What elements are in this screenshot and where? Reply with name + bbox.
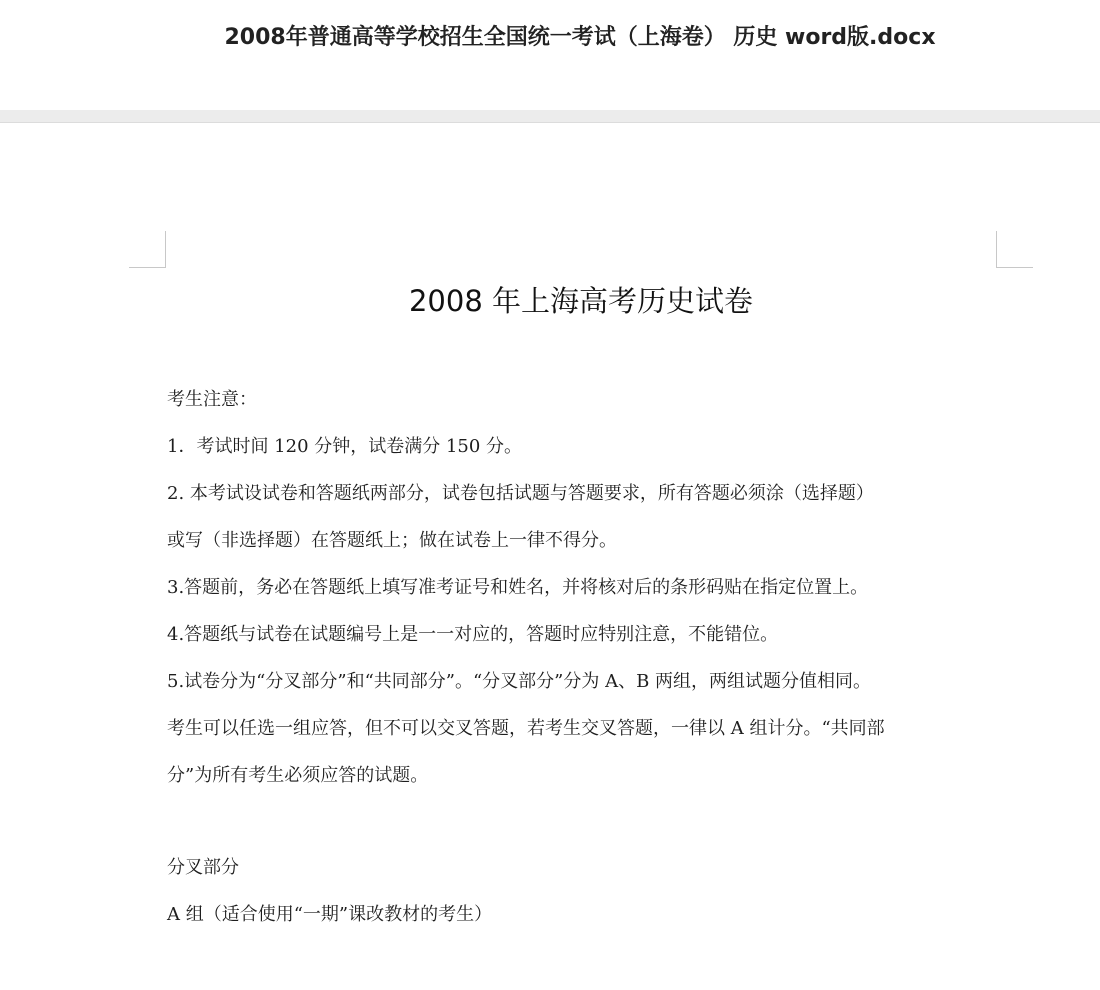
notice-line-7: 考生可以任选一组应答，但不可以交叉答题，若考生交叉答题，一律以 A 组计分。“共同部 — [167, 718, 885, 739]
notice-heading: 考生注意： — [167, 389, 257, 410]
group-a-heading: A 组（适合使用“一期”课改教材的考生） — [167, 904, 493, 925]
notice-line-1: 1．考试时间 120 分钟，试卷满分 150 分。 — [167, 436, 523, 457]
document-body — [167, 376, 1027, 938]
notice-line-5: 4.答题纸与试卷在试题编号上是一一对应的，答题时应特别注意，不能错位。 — [167, 624, 779, 645]
crop-mark-top-right — [996, 231, 1033, 268]
document-filename: 2008年普通高等学校招生全国统一考试（上海卷） 历史 word版.docx — [224, 25, 936, 50]
document-page — [0, 123, 1100, 990]
title-bar — [0, 0, 1100, 110]
notice-line-3: 或写（非选择题）在答题纸上；做在试卷上一律不得分。 — [167, 530, 617, 551]
notice-line-6: 5.试卷分为“分叉部分”和“共同部分”。“分叉部分”分为 A、B 两组，两组试题分值相同。 — [167, 671, 872, 692]
crop-mark-top-left — [129, 231, 166, 268]
toolbar-separator — [0, 110, 1100, 123]
notice-line-8: 分”为所有考生必须应答的试题。 — [167, 765, 429, 786]
blank-line — [167, 799, 1027, 844]
notice-line-4: 3.答题前，务必在答题纸上填写准考证号和姓名，并将核对后的条形码贴在指定位置上。 — [167, 577, 869, 598]
notice-line-2: 2. 本考试设试卷和答题纸两部分，试卷包括试题与答题要求，所有答题必须涂（选择题） — [167, 483, 874, 504]
paper-title: 2008 年上海高考历史试卷 — [408, 284, 754, 318]
section-heading: 分叉部分 — [167, 857, 239, 878]
